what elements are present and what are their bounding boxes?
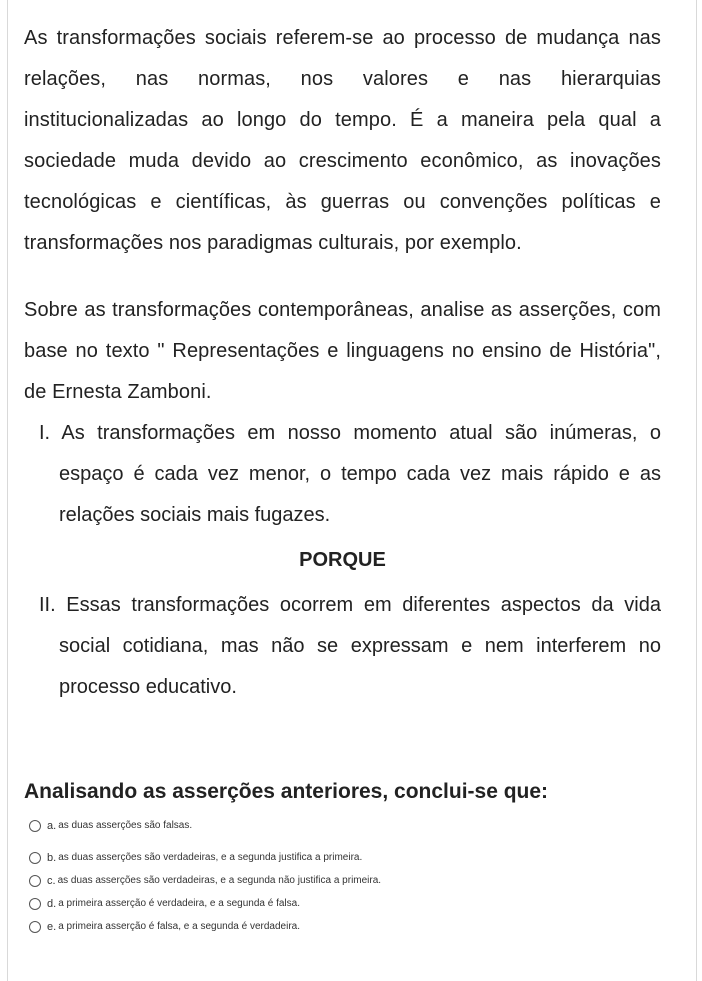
assertion-two: II. Essas transformações ocorrem em diferentes aspectos da vida social cotidiana, mas não se expressam e nem interferem no processo educativo.: [39, 594, 661, 698]
assertion-one: I. As transformações em nosso momento atual são inúmeras, o espaço é cada vez menor, o tempo cada vez mais rápido e as relações sociais mais fugazes.: [39, 422, 661, 526]
intro-paragraph: As transformações sociais referem-se ao processo de mudança nas relações, nas normas, nos valores e nas hierarquias institucionalizadas ao longo do tempo. É a maneira pela qual a sociedade muda devido ao crescimento econômico, as inovações tecnológicas e científicas, às guerras ou convenções políticas e transformações nos paradigmas culturais, por exemplo.: [24, 27, 661, 254]
option-b[interactable]: [24, 846, 661, 869]
option-letter: c.: [47, 874, 56, 887]
radio-button-b[interactable]: [29, 852, 41, 864]
option-letter: e.: [47, 920, 57, 933]
option-letter: b.: [47, 851, 57, 864]
option-e[interactable]: [24, 915, 661, 938]
option-text: as duas asserções são falsas.: [58, 820, 193, 831]
option-text: a primeira asserção é falsa, e a segunda é verdadeira.: [58, 921, 300, 932]
radio-button-c[interactable]: [29, 875, 41, 887]
radio-button-e[interactable]: [29, 921, 41, 933]
question-content: [24, 18, 661, 938]
option-letter: a.: [47, 819, 57, 832]
option-text: as duas asserções são verdadeiras, e a segunda justifica a primeira.: [58, 852, 363, 863]
right-border: [696, 0, 697, 981]
answer-options: [24, 814, 661, 938]
radio-button-a[interactable]: [29, 820, 41, 832]
option-text: as duas asserções são verdadeiras, e a segunda não justifica a primeira.: [57, 875, 382, 886]
radio-button-d[interactable]: [29, 898, 41, 910]
left-border: [7, 0, 8, 981]
option-letter: d.: [47, 897, 57, 910]
option-d[interactable]: [24, 892, 661, 915]
option-a[interactable]: [24, 814, 661, 837]
porque-connector: PORQUE: [299, 549, 386, 571]
question-prompt: Analisando as asserções anteriores, conclui-se que:: [24, 780, 549, 803]
option-c[interactable]: [24, 869, 661, 892]
instruction-paragraph: Sobre as transformações contemporâneas, analise as asserções, com base no texto " Representações e linguagens no ensino de História", de Ernesta Zamboni.: [24, 299, 661, 403]
option-text: a primeira asserção é verdadeira, e a segunda é falsa.: [58, 898, 300, 909]
